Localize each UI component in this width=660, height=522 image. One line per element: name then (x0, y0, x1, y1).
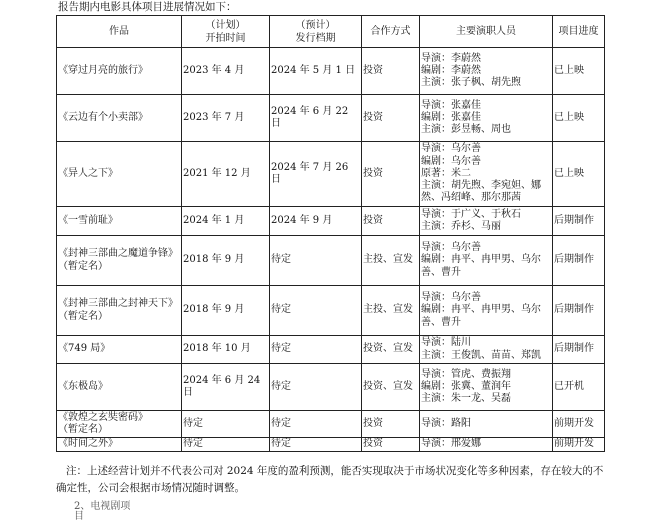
work-title: 《异人之下》 (57, 142, 182, 207)
work-title: 《封神三部曲之魔道争锋》 （暂定名） (57, 236, 182, 286)
header-work: 作品 (57, 16, 182, 48)
work-title: 《敦煌之玄奘密码》 （暂定名） (57, 411, 182, 438)
coop-method: 投资 (362, 95, 420, 142)
table-row (57, 207, 605, 236)
start-date: 2023 年 4 月 (182, 48, 270, 95)
release-date: 待定 (270, 336, 362, 364)
release-date: 待定 (270, 411, 362, 438)
table-row (57, 411, 605, 438)
start-date: 2018 年 10 月 (182, 336, 270, 364)
release-date: 2024 年 5 月 1 日 (270, 48, 362, 95)
release-date: 2024 年 9 月 (270, 207, 362, 236)
start-date: 待定 (182, 411, 270, 438)
project-progress: 已上映 (553, 48, 605, 95)
header-start: （计划） 开拍时间 (182, 16, 270, 48)
release-date: 2024 年 6 月 22 日 (270, 95, 362, 142)
project-progress: 后期制作 (553, 286, 605, 336)
cast-crew: 导演：乌尔善 编剧：冉平、冉甲男、乌尔 善、曹升 (420, 236, 553, 286)
header-release: （预计） 发行档期 (270, 16, 362, 48)
project-progress: 后期制作 (553, 336, 605, 364)
work-title: 《云边有个小卖部》 (57, 95, 182, 142)
cast-crew: 导演：李蔚然 编剧：李蔚然 主演：张子枫、胡先煦 (420, 48, 553, 95)
coop-method: 投资、宣发 (362, 364, 420, 411)
footnote-line-1: 注：上述经营计划并不代表公司对 2024 年度的盈利预测，能否实现取决于市场状况变化等多种因素，存在较大的不 (66, 465, 604, 477)
table-row (57, 95, 605, 142)
cast-crew: 导演：张嘉佳 编剧：张嘉佳 主演：彭昱畅、周也 (420, 95, 553, 142)
header-coop: 合作方式 (362, 16, 420, 48)
cast-crew: 导演：邢爱娜 (420, 438, 553, 452)
project-progress: 后期制作 (553, 236, 605, 286)
coop-method: 投资 (362, 48, 420, 95)
table-header-row (57, 16, 605, 48)
table-row (57, 236, 605, 286)
coop-method: 投资 (362, 438, 420, 452)
project-progress: 前期开发 (553, 438, 605, 452)
start-date: 2018 年 9 月 (182, 236, 270, 286)
project-progress: 后期制作 (553, 207, 605, 236)
start-date: 待定 (182, 438, 270, 452)
table-row (57, 142, 605, 207)
project-progress: 已开机 (553, 364, 605, 411)
footnote-line-2: 确定性，公司会根据市场情况随时调整。 (56, 482, 245, 494)
project-progress: 前期开发 (553, 411, 605, 438)
table-row (57, 438, 605, 452)
release-date: 待定 (270, 364, 362, 411)
coop-method: 投资 (362, 411, 420, 438)
work-title: 《时间之外》 (57, 438, 182, 452)
table-row (57, 364, 605, 411)
header-progress: 项目进度 (553, 16, 605, 48)
start-date: 2018 年 9 月 (182, 286, 270, 336)
cast-crew: 导演：乌尔善 编剧：乌尔善 原著：米二 主演：胡先煦、李宛妲、娜 然、冯绍峰、那尔那茜 (420, 142, 553, 207)
project-progress: 已上映 (553, 95, 605, 142)
cast-crew: 导演：路阳 (420, 411, 553, 438)
cast-crew: 导演：乌尔善 编剧：冉平、冉甲男、乌尔 善、曹升 (420, 286, 553, 336)
work-title: 《东极岛》 (57, 364, 182, 411)
start-date: 2023 年 7 月 (182, 95, 270, 142)
film-projects-table (56, 15, 605, 452)
footnote (56, 463, 616, 497)
table-row (57, 286, 605, 336)
work-title: 《穿过月亮的旅行》 (57, 48, 182, 95)
work-title: 《封神三部曲之封神天下》 （暂定名） (57, 286, 182, 336)
cast-crew: 导演：于广义、于秋石 主演：乔杉、马丽 (420, 207, 553, 236)
coop-method: 投资 (362, 142, 420, 207)
table-row (57, 48, 605, 95)
start-date: 2021 年 12 月 (182, 142, 270, 207)
start-date: 2024 年 6 月 24 日 (182, 364, 270, 411)
work-title: 《一雪前耻》 (57, 207, 182, 236)
cast-crew: 导演：管虎、费振翔 编剧：张冀、董润年 主演：朱一龙、吴磊 (420, 364, 553, 411)
project-progress: 已上映 (553, 142, 605, 207)
next-section-heading-cutoff: 2、电视剧项目 (74, 501, 131, 522)
coop-method: 主投、宣发 (362, 236, 420, 286)
release-date: 待定 (270, 236, 362, 286)
table-row (57, 336, 605, 364)
coop-method: 主投、宣发 (362, 286, 420, 336)
header-cast: 主要演职人员 (420, 16, 553, 48)
coop-method: 投资、宣发 (362, 336, 420, 364)
release-date: 待定 (270, 438, 362, 452)
work-title: 《749 局》 (57, 336, 182, 364)
cast-crew: 导演：陆川 主演：王俊凯、苗苗、郑凯 (420, 336, 553, 364)
release-date: 待定 (270, 286, 362, 336)
coop-method: 投资 (362, 207, 420, 236)
intro-text: 报告期内电影具体项目进展情况如下： (58, 1, 237, 13)
start-date: 2024 年 1 月 (182, 207, 270, 236)
release-date: 2024 年 7 月 26 日 (270, 142, 362, 207)
